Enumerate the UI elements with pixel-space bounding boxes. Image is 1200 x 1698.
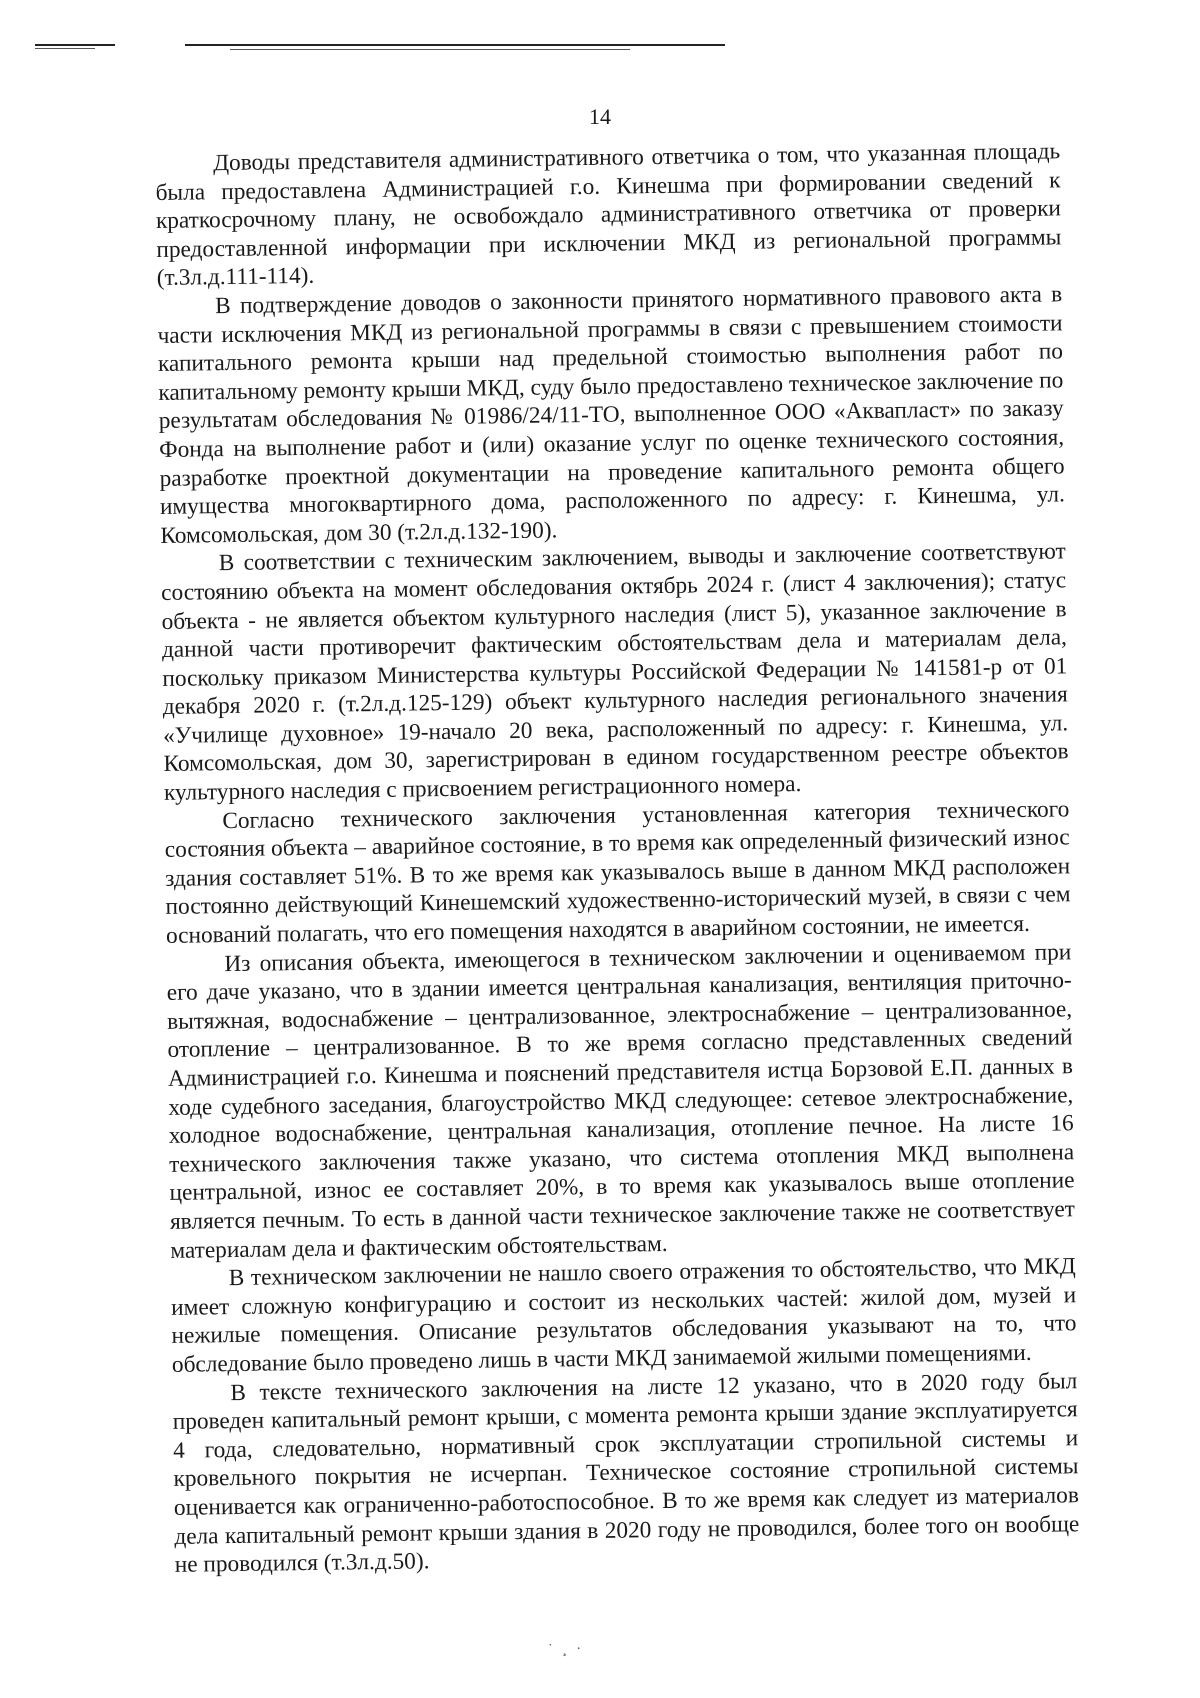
document-body (155, 137, 1080, 1579)
scan-artifact-line (185, 44, 725, 46)
paragraph: Согласно технического заключения установленная категория технического состояния объекта – аварийное состояние, в то время как определенный физический износ здания составляет 51%. В то же время как указывалось выше в данном МКД расположен постоянно действующий Кинешемский художественно-исторический музей, в связи с чем оснований полагать, что его помещения находятся в аварийном состоянии, не имеется. (164, 795, 1071, 949)
paragraph: В тексте технического заключения на листе 12 указано, что в 2020 году был проведен капитальный ремонт крыши, с момента ремонта крыши здание эксплуатируется 4 года, следовательно, нормативный срок эксплуатации стропильной системы и кровельного покрытия не исчерпан. Техническое состояние стропильной системы оценивается как ограниченно-работоспособное. В то же время как следует из материалов дела капитальный ремонт крыши здания в 2020 году не проводился, более того он вообще не проводился (т.3л.д.50). (172, 1367, 1080, 1578)
scan-artifact-line (35, 44, 115, 46)
paragraph: В техническом заключении не нашло своего отражения то обстоятельство, что МКД имеет сложную конфигурацию и состоит из нескольких частей: жилой дом, музей и нежилые помещения. Описание результатов обследования указывают на то, что обследование было проведено лишь в части МКД занимаемой жилыми помещениями. (170, 1253, 1077, 1378)
bottom-scan-mark: ˙ ¸ · (548, 1642, 584, 1657)
paragraph: В подтверждение доводов о законности принятого нормативного правового акта в части исключения МКД из региональной программы в связи с превышением стоимости капитального ремонта крыши над предельной стоимостью выполнения работ по капитальному ремонту крыши МКД, суду было предоставлено техническое заключение по результатам обследования № 01986/24/11-ТО, выполненное ООО «Аквапласт» по заказу Фонда на выполнение работ и (или) оказание услуг по оценке технического состояния, разработке проектной документации на проведение капитального ремонта общего имущества многоквартирного дома, расположенного по адресу: г. Кинешма, ул. Комсомольская, дом 30 (т.2л.д.132-190). (157, 281, 1066, 549)
scan-artifact-line (230, 49, 630, 50)
paragraph: Доводы представителя административного ответчика о том, что указанная площадь была предоставлена Администрацией г.о. Кинешма при формировании сведений к краткосрочному плану, не освобождало административного ответчика от проверки предоставленной информации при исключении МКД из региональной программы (т.3л.д.111-114). (155, 138, 1062, 292)
paragraph: Из описания объекта, имеющегося в техническом заключении и оцениваемом при его даче указано, что в здании имеется центральная канализация, вентиляция приточно-вытяжная, водоснабжение – централизованное, электроснабжение – централизованное, отопление – централизованное. В то же время согласно представленных сведений Администрацией г.о. Кинешма и пояснений представителя истца Борзовой Е.П. данных в ходе судебного заседания, благоустройство МКД следующее: сетевое электроснабжение, холодное водоснабжение, центральная канализация, отопление печное. На листе 16 технического заключения также указано, что система отопления МКД выполнена центральной, износ ее составляет 20%, в то время как указывалось выше отопление является печным. То есть в данной части техническое заключение также не соответствует материалам дела и фактическим обстоятельствам. (166, 938, 1076, 1264)
paragraph: В соответствии с техническим заключением, выводы и заключение соответствуют состоянию объекта на момент обследования октябрь 2024 г. (лист 4 заключения); статус объекта - не является объектом культурного наследия (лист 5), указанное заключение в данной части противоречит фактическим обстоятельствам дела и материалам дела, поскольку приказом Министерства культуры Российской Федерации № 141581-р от 01 декабря 2020 г. (т.2л.д.125-129) объект культурного наследия регионального значения «Училище духовное» 19-начало 20 века, расположенный по адресу: г. Кинешма, ул. Комсомольская, дом 30, зарегистрирован в едином государственном реестре объектов культурного наследия с присвоением регистрационного номера. (161, 538, 1069, 806)
page-number: 14 (589, 104, 611, 129)
scan-artifact-line (35, 48, 95, 49)
